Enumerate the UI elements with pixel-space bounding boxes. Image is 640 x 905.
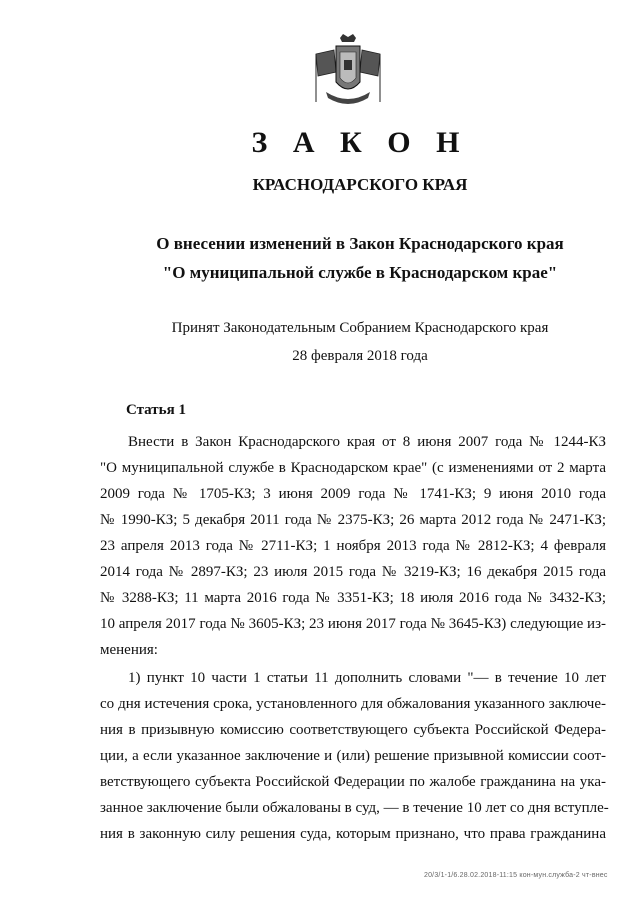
law-heading-line-2: "О муниципальной службе в Краснодарском крае"	[162, 263, 558, 282]
region-title: КРАСНОДАРСКОГО КРАЯ	[252, 175, 468, 194]
body-text-line: "О муниципальной службе в Краснодарском крае" (с изменениями от 2 марта	[100, 460, 606, 476]
body-text-line: 2014 года № 2897-КЗ; 23 июля 2015 года № 3219-КЗ; 16 декабря 2015 года	[100, 564, 606, 580]
body-text-line: 1) пункт 10 части 1 статьи 11 дополнить словами "— в течение 10 лет	[128, 670, 606, 686]
body-text-line: со дня истечения срока, установленного для обжалования указанного заключе-	[100, 696, 606, 712]
body-text-line: 10 апреля 2017 года № 3605-КЗ; 23 июня 2017 года № 3645-КЗ) следующие из-	[100, 616, 606, 632]
body-text-line: № 1990-КЗ; 5 декабря 2011 года № 2375-КЗ; 26 марта 2012 года № 2471-КЗ;	[100, 512, 606, 528]
law-title: З А К О Н	[251, 126, 469, 159]
body-text-line: 2009 года № 1705-КЗ; 3 июня 2009 года № 1741-КЗ; 9 июня 2010 года	[100, 486, 606, 502]
body-text-line: № 3288-КЗ; 11 марта 2016 года № 3351-КЗ; 18 июля 2016 года № 3432-КЗ;	[100, 590, 606, 606]
document-footer-code: 20/3/1-1/6.28.02.2018-11:15 кон-мун.служба-2 чт-внес	[424, 872, 608, 879]
law-heading-line-1: О внесении изменений в Закон Краснодарского края	[156, 234, 564, 253]
body-text-line: 23 апреля 2013 года № 2711-КЗ; 1 ноября 2013 года № 2812-КЗ; 4 февраля	[100, 538, 606, 554]
adopted-date-line: 28 февраля 2018 года	[292, 348, 428, 364]
article-label: Статья 1	[126, 402, 186, 418]
body-text-line: Внести в Закон Краснодарского края от 8 июня 2007 года № 1244-КЗ	[128, 434, 606, 450]
body-text-line: ветствующего субъекта Российской Федерации по жалобе гражданина на ука-	[100, 774, 606, 790]
coat-of-arms-icon	[312, 32, 384, 110]
body-text-line: ния в законную силу решения суда, которым признано, что права гражданина	[100, 826, 606, 842]
body-text-line: ния в призывную комиссию соответствующего субъекта Российской Федера-	[100, 722, 606, 738]
body-text-line: занное заключение были обжалованы в суд, — в течение 10 лет со дня вступле-	[100, 800, 609, 816]
adopted-by-line: Принят Законодательным Собранием Краснодарского края	[171, 320, 549, 336]
body-text-line: ции, а если указанное заключение и (или) решение призывной комиссии соот-	[100, 748, 606, 764]
body-text-line: менения:	[100, 642, 158, 658]
